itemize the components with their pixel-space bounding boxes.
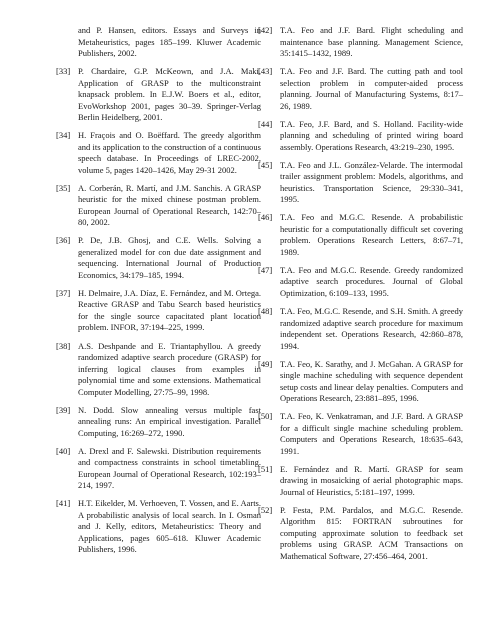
- reference-number: [35]: [56, 182, 71, 193]
- reference-text: P. De, J.B. Ghosj, and C.E. Wells. Solving a generalized model for con due date assignment and sequencing. International Journal of Production Economics, 34:179–185, 1994.: [78, 235, 261, 280]
- reference-entry: [258, 212, 463, 258]
- reference-entry: [56, 66, 261, 124]
- reference-text: H. Delmaire, J.A. Díaz, E. Fernández, and M. Ortega. Reactive GRASP and Tabu Search based heuristics for the single source capacitated plant location problem. INFOR, 37:194–225, 1999.: [78, 287, 261, 333]
- reference-entry: [56, 446, 261, 492]
- reference-number: [44]: [258, 118, 273, 129]
- reference-text: H.T. Eikelder, M. Verhoeven, T. Vossen, and E. Aarts. A probabilistic analysis of local search. In I. Osman and J. Kelly, editors, Metaheuristics: Theory and Applications, pages 605–618. Kluwer Academic Publishers, 1996.: [78, 498, 261, 555]
- reference-number: [33]: [56, 66, 71, 77]
- reference-text: P. Festa, P.M. Pardalos, and M.G.C. Resende. Algorithm 815: FORTRAN subroutines for computing approximate solution to feedback set problems using GRASP. ACM Transactions on Mathematical Software, 27:456–464, 2001.: [280, 504, 463, 561]
- reference-entry: [258, 160, 463, 206]
- right-column: [258, 25, 463, 569]
- reference-text: N. Dodd. Slow annealing versus multiple fast annealing runs: An empirical investigation. Parallel Computing, 16:269–272, 1990.: [78, 404, 261, 438]
- reference-number: [49]: [258, 358, 273, 369]
- reference-text: E. Fernández and R. Martí. GRASP for seam drawing in mosaicking of aerial photographic maps. Journal of Heuristics, 5:181–197, 1999.: [280, 463, 463, 497]
- reference-number: [39]: [56, 404, 71, 415]
- continued-reference: and P. Hansen, editors. Essays and Surveys in Metaheuristics, pages 185–199. Kluwer Academic Publishers, 2002.: [78, 25, 261, 58]
- reference-text: A.S. Deshpande and E. Triantaphyllou. A greedy randomized adaptive search procedure (GRASP) for inferring logical clauses from examples in polynomial time and some extensions. Mathematical Computer Modelling, 27:75–99, 1998.: [78, 340, 261, 397]
- reference-entry: [258, 505, 463, 563]
- reference-number: [40]: [56, 445, 71, 456]
- reference-entry: [258, 66, 463, 112]
- reference-entry: [258, 25, 463, 60]
- reference-entry: [56, 288, 261, 334]
- reference-number: [48]: [258, 306, 273, 317]
- reference-text: A. Drexl and F. Salewski. Distribution requirements and compactness constraints in school timetabling. European Journal of Operational Research, 102:193–214, 1997.: [78, 445, 261, 491]
- reference-entry: [258, 464, 463, 499]
- reference-number: [50]: [258, 411, 273, 422]
- reference-number: [46]: [258, 212, 273, 223]
- reference-number: [38]: [56, 340, 71, 351]
- left-reference-list: [56, 66, 261, 556]
- reference-entry: [258, 265, 463, 300]
- reference-text: T.A. Feo and M.G.C. Resende. A probabilistic heuristic for a computationally difficult set covering problem. Operations Research Letters, 8:67–71, 1989.: [280, 212, 463, 257]
- reference-text: A. Corberán, R. Martí, and J.M. Sanchis. A GRASP heuristic for the mixed chinese postman problem. European Journal of Operational Research, 142:70–80, 2002.: [78, 182, 261, 228]
- reference-number: [42]: [258, 25, 273, 35]
- reference-number: [41]: [56, 498, 71, 509]
- reference-text: T.A. Feo, M.G.C. Resende, and S.H. Smith. A greedy randomized adaptive search procedure for maximum independent set. Operations Research, 42:860–878, 1994.: [280, 306, 463, 351]
- reference-number: [36]: [56, 235, 71, 246]
- reference-entry: [56, 405, 261, 440]
- reference-text: T.A. Feo and J.F. Bard. The cutting path and tool selection problem in computer-aided process planning. Journal of Manufacturing Systems, 8:17–26, 1989.: [280, 66, 463, 111]
- reference-entry: [258, 359, 463, 405]
- reference-text: P. Chardaire, G.P. McKeown, and J.A. Maki. Application of GRASP to the multiconstraint knapsack problem. In E.J.W. Boers et al., editor, EvoWorkshop 2001, pages 30–39. Springer-Verlag Berlin Heidelberg, 2001.: [78, 66, 261, 123]
- reference-number: [52]: [258, 504, 273, 515]
- reference-entry: [56, 341, 261, 399]
- reference-entry: [258, 119, 463, 154]
- reference-text: H. Fraçois and O. Boëffard. The greedy algorithm and its application to the construction of a continuous speech database. In Proceedings of LREC-2002, volume 5, pages 1420–1426, May 29-31 2002.: [78, 130, 261, 175]
- reference-entry: [56, 235, 261, 281]
- left-column: [56, 25, 261, 562]
- reference-text: T.A. Feo, K. Sarathy, and J. McGahan. A GRASP for single machine scheduling with sequence dependent setup costs and linear delay penalties. Computers and Operations Research, 23:881–895, 1996.: [280, 358, 463, 404]
- reference-number: [34]: [56, 130, 71, 141]
- reference-number: [51]: [258, 463, 273, 474]
- reference-number: [37]: [56, 287, 71, 298]
- reference-number: [45]: [258, 159, 273, 170]
- reference-number: [43]: [258, 66, 273, 77]
- reference-entry: [258, 306, 463, 352]
- reference-entry: [258, 411, 463, 457]
- reference-text: T.A. Feo, J.F. Bard, and S. Holland. Facility-wide planning and scheduling of printed wiring board assembly. Operations Research, 43:219–230, 1995.: [280, 118, 463, 152]
- reference-entry: [56, 183, 261, 229]
- reference-text: T.A. Feo and M.G.C. Resende. Greedy randomized adaptive search procedures. Journal of Global Optimization, 6:109–133, 1995.: [280, 264, 463, 298]
- reference-entry: [56, 130, 261, 176]
- right-reference-list: [258, 25, 463, 562]
- reference-entry: [56, 498, 261, 556]
- reference-text: T.A. Feo and J.L. González-Velarde. The intermodal trailer assignment problem: Models, algorithms, and heuristics. Transportation Science, 29:330–341, 1995.: [280, 159, 463, 205]
- reference-text: T.A. Feo and J.F. Bard. Flight scheduling and maintenance base planning. Management Science, 35:1415–1432, 1989.: [280, 25, 463, 58]
- reference-number: [47]: [258, 264, 273, 275]
- reference-text: T.A. Feo, K. Venkatraman, and J.F. Bard. A GRASP for a difficult single machine scheduling problem. Computers and Operations Research, 18:635–643, 1991.: [280, 411, 463, 456]
